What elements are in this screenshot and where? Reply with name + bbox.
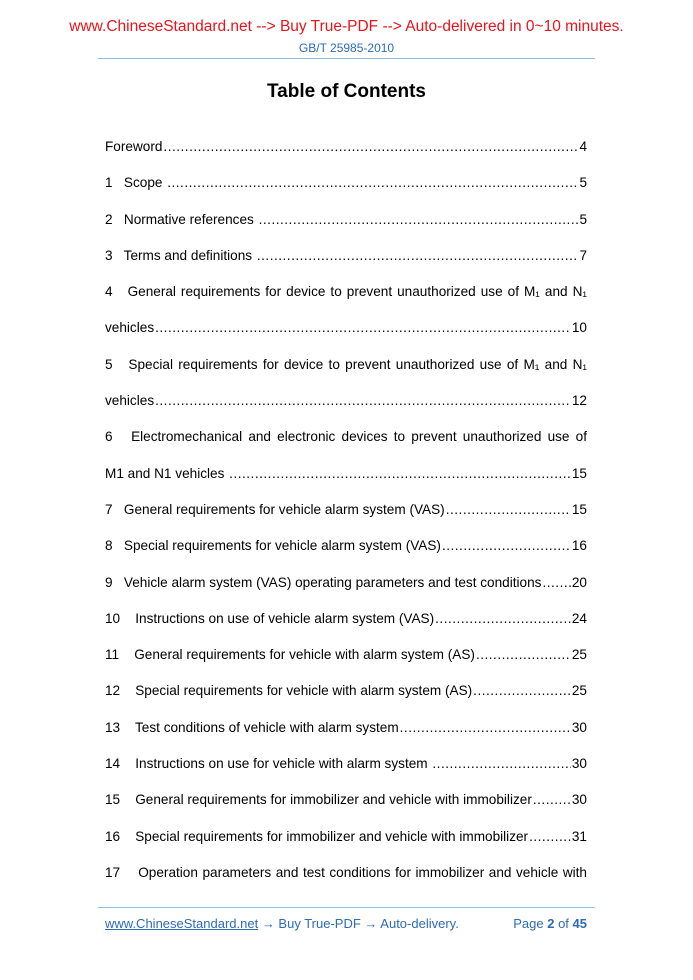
page-indicator: Page 2 of 45 [513, 916, 587, 931]
toc-entry-page: 10 [571, 320, 587, 336]
toc-entry-title: 16 Special requirements for immobilizer and vehicle with immobilizer [105, 828, 529, 844]
toc-entry-title: 3 Terms and definitions [105, 247, 256, 263]
toc-entry-page: 4 [579, 139, 587, 154]
toc-entry-title: 2 Normative references [105, 211, 258, 227]
toc-entry-title: 12 Special requirements for vehicle with alarm system (AS) [105, 683, 473, 699]
toc-entry[interactable] [105, 864, 587, 900]
toc-entry-title: 8 Special requirements for vehicle alarm system (VAS) [105, 538, 441, 554]
toc-entry[interactable] [105, 465, 587, 501]
toc-entry-title: M1 and N1 vehicles [105, 465, 229, 481]
dot-leader [163, 138, 578, 156]
toc-entry[interactable] [105, 828, 587, 864]
toc-entry-page: 7 [579, 247, 587, 263]
toc-entry-page: 25 [571, 647, 587, 663]
toc-entry-title: 1 Scope [105, 175, 167, 191]
toc-entry[interactable] [105, 428, 587, 464]
dot-leader [442, 537, 571, 555]
toc-entry-title: vehicles [105, 393, 155, 409]
dot-leader [229, 465, 571, 483]
toc-entry-page: 15 [571, 501, 587, 517]
footer-divider [98, 907, 595, 908]
toc-entry[interactable] [105, 174, 587, 210]
dot-leader [259, 211, 579, 229]
toc-entry[interactable] [105, 610, 587, 646]
toc-entry-title: 15 General requirements for immobilizer and vehicle with immobilizer [105, 792, 532, 808]
toc-entry-title: 6 Electromechanical and electronic devices to prevent unauthorized use of [105, 429, 587, 445]
dot-leader [155, 392, 571, 410]
toc-entry[interactable] [105, 247, 587, 283]
dot-leader [435, 610, 571, 628]
toc-entry-title: 10 Instructions on use of vehicle alarm system (VAS) [105, 610, 435, 626]
footer-link[interactable]: www.ChineseStandard.net [105, 916, 259, 931]
toc-entry-page: 31 [571, 828, 587, 844]
toc-entry-title: 9 Vehicle alarm system (VAS) operating parameters and test conditions [105, 574, 542, 590]
toc-entry[interactable] [105, 791, 587, 827]
toc-entry-page: 5 [579, 175, 587, 191]
toc-entry[interactable] [105, 283, 587, 319]
toc-entry[interactable] [105, 755, 587, 791]
toc-entry[interactable] [105, 392, 587, 428]
toc-entry-page: 24 [571, 610, 587, 626]
toc-entry-page: 30 [571, 719, 587, 735]
dot-leader [446, 501, 571, 519]
dot-leader [155, 319, 571, 337]
toc-entry-page: 30 [571, 792, 587, 808]
toc-entry[interactable] [105, 356, 587, 392]
toc-entry-title: 14 Instructions on use for vehicle with alarm system [105, 756, 432, 772]
toc-entry-page: 5 [579, 211, 587, 227]
toc-entry-page: 30 [571, 756, 587, 772]
page-title: Table of Contents [266, 81, 427, 102]
toc-entry-title: 5 Special requirements for device to prevent unauthorized use of M₁ and N₁ [105, 356, 587, 372]
toc-entry-page: 25 [571, 683, 587, 699]
toc-entry[interactable] [105, 719, 587, 755]
toc-entry[interactable] [105, 646, 587, 682]
toc-entry-title: 13 Test conditions of vehicle with alarm system [105, 719, 399, 735]
toc-entry-title: 17 Operation parameters and test conditions for immobilizer and vehicle with [105, 864, 587, 880]
dot-leader [542, 574, 570, 592]
toc-entry[interactable] [105, 537, 587, 573]
dot-leader [400, 719, 571, 737]
toc-entry[interactable] [105, 211, 587, 247]
toc-entry[interactable] [105, 682, 587, 718]
footer-text: → Buy True-PDF → Auto-delivery. [258, 916, 459, 931]
toc-entry-title: 11 General requirements for vehicle with alarm system (AS) [105, 647, 475, 663]
promo-banner[interactable]: www.ChineseStandard.net --> Buy True-PDF --> Auto-delivered in 0~10 minutes. [69, 18, 624, 35]
toc-entry-title: 7 General requirements for vehicle alarm system (VAS) [105, 501, 445, 517]
dot-leader [529, 828, 571, 846]
toc-entry-page: 12 [571, 393, 587, 409]
dot-leader [473, 682, 571, 700]
toc-entry[interactable] [105, 501, 587, 537]
header-divider [98, 58, 595, 59]
dot-leader [167, 174, 578, 192]
table-of-contents [105, 138, 587, 900]
dot-leader [432, 755, 570, 773]
toc-entry[interactable] [105, 138, 587, 174]
dot-leader [476, 646, 571, 664]
dot-leader [533, 791, 571, 809]
toc-entry[interactable] [105, 574, 587, 610]
standard-number: GB/T 25985-2010 [298, 41, 395, 55]
toc-entry[interactable] [105, 319, 587, 355]
toc-entry-title: vehicles [105, 320, 155, 336]
dot-leader [257, 247, 579, 265]
toc-entry-title: Foreword [105, 139, 163, 154]
footer [105, 916, 587, 931]
toc-entry-page: 16 [571, 538, 587, 554]
toc-entry-page: 20 [571, 574, 587, 590]
toc-entry-page: 15 [571, 465, 587, 481]
toc-entry-title: 4 General requirements for device to prevent unauthorized use of M₁ and N₁ [105, 284, 587, 300]
